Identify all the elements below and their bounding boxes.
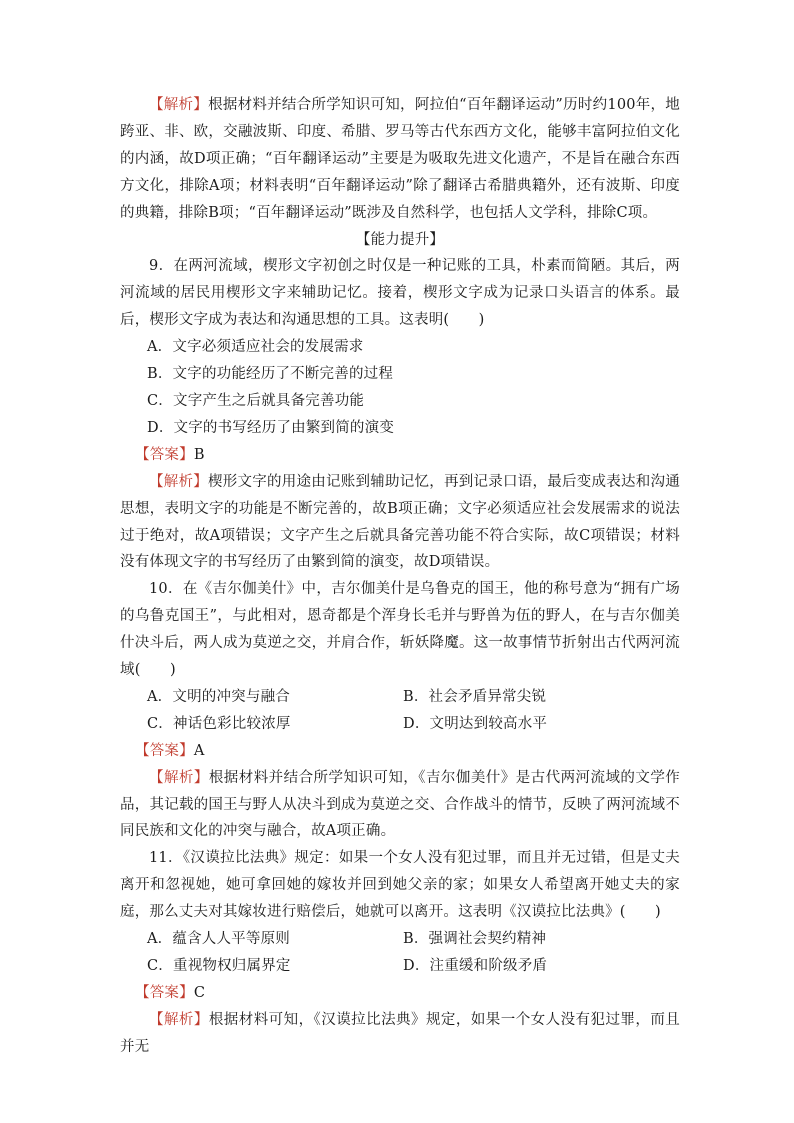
question-stem: 11．《汉谟拉比法典》规定：如果一个女人没有犯过罪，而且并无过错，但是丈夫离开和忽视她，她可拿回她的嫁妆并回到她父亲的家；如果女人希望离开她丈夫的家庭，那么丈夫对其嫁妆进行赔偿后，她就可以离开。这表明《汉谟拉比法典》( )	[120, 850, 680, 921]
analysis-text: 根据材料可知，《汉谟拉比法典》规定，如果一个女人没有犯过罪，而且并无	[120, 1011, 680, 1055]
analysis-paragraph	[120, 1007, 680, 1061]
answer-label: 【答案】	[135, 446, 194, 463]
option-row	[147, 926, 680, 953]
answer-line	[120, 980, 680, 1007]
analysis-text: 根据材料并结合所学知识可知，《吉尔伽美什》是古代两河流域的文学作品，其记载的国王与野人从决斗到成为莫逆之交、合作战斗的情节，反映了两河流域不同民族和文化的冲突与融合，故A项正确。	[120, 769, 680, 840]
option-row	[147, 684, 680, 711]
question-options	[120, 926, 680, 980]
option-c: C．神话色彩比较浓厚	[147, 715, 291, 732]
analysis-paragraph	[120, 765, 680, 846]
intro-analysis-text: 根据材料并结合所学知识可知，阿拉伯“百年翻译运动”历时约100年，地跨亚、非、欧，交融波斯、印度、希腊、罗马等古代东西方文化，能够丰富阿拉伯文化的内涵，故D项正确；“百年翻译运动”主要是为吸取先进文化遗产，不是旨在融合东西方文化，排除A项；材料表明“百年翻译运动”除了翻译古希腊典籍外，还有波斯、印度的典籍，排除B项；“百年翻译运动”既涉及自然科学，也包括人文学科，排除C项。	[120, 97, 680, 221]
analysis-label: 【解析】	[149, 769, 209, 786]
question-stem: 9．在两河流域，楔形文字初创之时仅是一种记账的工具，朴素而简陋。其后，两河流域的居民用楔形文字来辅助记忆。接着，楔形文字成为记录口头语言的体系。最后，楔形文字成为表达和沟通思想的工具。这表明( )	[120, 258, 680, 329]
analysis-label: 【解析】	[149, 1011, 209, 1028]
answer-line	[120, 442, 680, 469]
question-10	[120, 576, 680, 845]
answer-value: C	[193, 984, 206, 1001]
question-11	[120, 845, 680, 1060]
option-b: B．文字的功能经历了不断完善的过程	[147, 366, 394, 383]
answer-value: A	[193, 742, 205, 759]
section-title: 【能力提升】	[355, 231, 445, 248]
option-b: B．社会矛盾异常尖锐	[403, 688, 547, 705]
option-a: A．蕴含人人平等原则	[147, 931, 290, 948]
question-9	[120, 253, 680, 576]
question-stem: 10．在《吉尔伽美什》中，吉尔伽美什是乌鲁克的国王，他的称号意为“拥有广场的乌鲁克国王”，与此相对，恩奇都是个浑身长毛并与野兽为伍的野人，在与吉尔伽美什决斗后，两人成为莫逆之交，并肩合作，斩妖降魔。这一故事情节折射出古代两河流域( )	[120, 581, 680, 679]
intro-analysis	[120, 92, 680, 227]
question-options	[120, 334, 680, 442]
analysis-text: 楔形文字的用途由记账到辅助记忆，再到记录口语，最后变成表达和沟通思想，表明文字的功能是不断完善的，故B项正确；文字必须适应社会发展需求的说法过于绝对，故A项错误；文字产生之后就具备完善功能不符合实际，故C项错误；材料没有体现文字的书写经历了由繁到简的演变，故D项错误。	[120, 473, 680, 571]
document-page	[120, 92, 680, 1061]
analysis-label: 【解析】	[149, 473, 209, 490]
option-row	[147, 711, 680, 738]
option-d: D．文字的书写经历了由繁到简的演变	[147, 419, 395, 436]
option-c: C．文字产生之后就具备完善功能	[147, 392, 365, 409]
analysis-label: 【解析】	[149, 97, 209, 113]
option-row	[147, 953, 680, 980]
analysis-paragraph	[120, 469, 680, 577]
option-a: A．文字必须适应社会的发展需求	[147, 339, 364, 356]
answer-label: 【答案】	[135, 742, 194, 759]
option-a: A．文明的冲突与融合	[147, 688, 290, 705]
option-b: B．强调社会契约精神	[403, 931, 547, 948]
option-d: D．注重缓和阶级矛盾	[403, 958, 548, 974]
answer-value: B	[193, 446, 205, 463]
question-options	[120, 684, 680, 738]
option-c: C．重视物权归属界定	[147, 958, 291, 974]
answer-label: 【答案】	[135, 984, 194, 1001]
answer-line	[120, 738, 680, 765]
option-d: D．文明达到较高水平	[403, 715, 548, 732]
